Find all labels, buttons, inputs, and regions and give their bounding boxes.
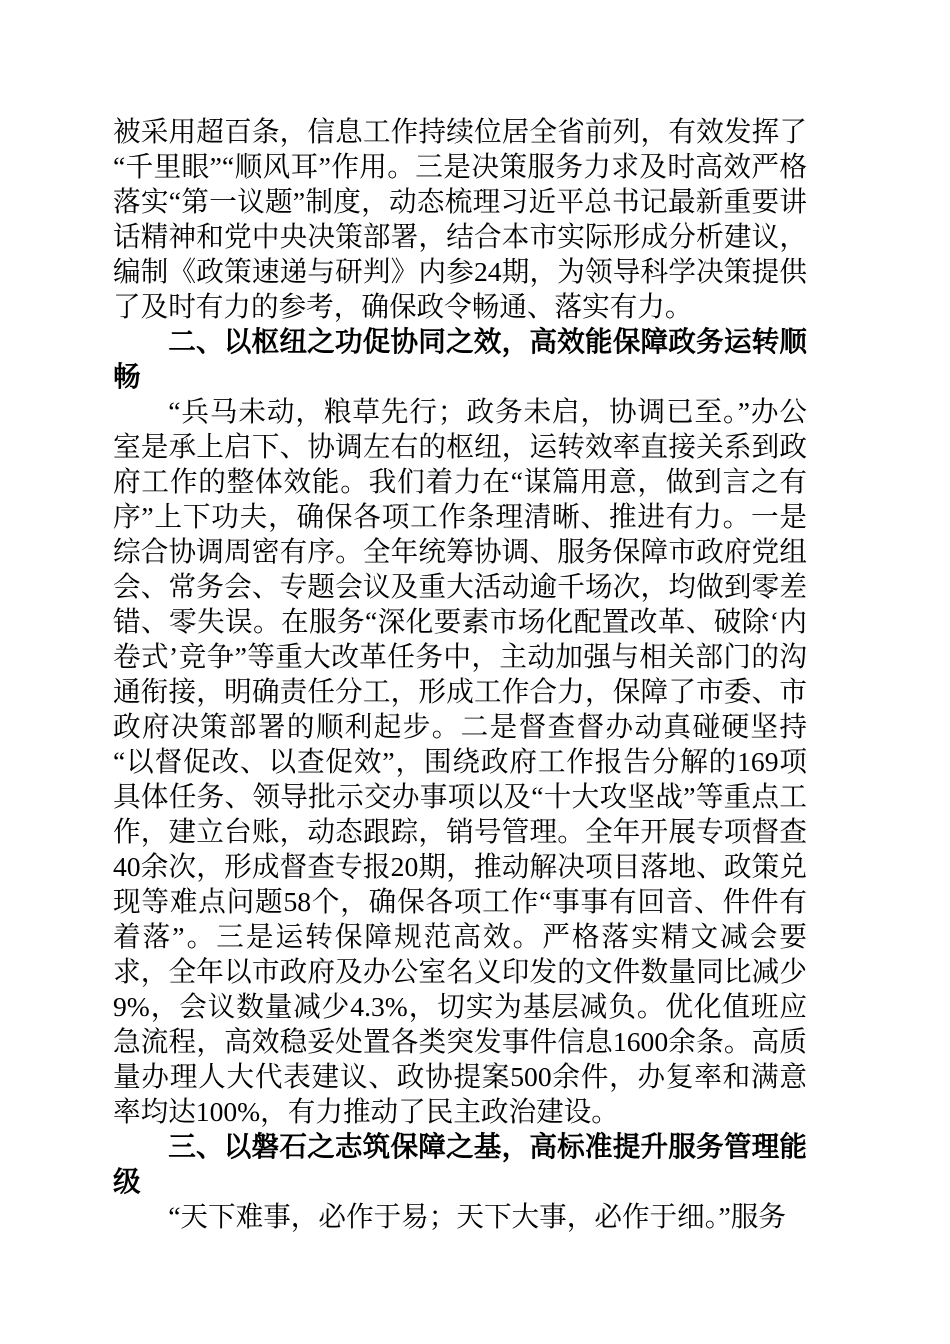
section-heading-2: 二、以枢纽之功促协同之效，高效能保障政务运转顺畅	[113, 326, 807, 392]
paragraph-section-2: “兵马未动，粮草先行；政务未启，协调已至。”办公室是承上启下、协调左右的枢纽，运转效率直接关系到政府工作的整体效能。我们着力在“谋篇用意，做到言之有序”上下功夫，确保各项工作条理清晰、推进有力。一是综合协调周密有序。全年统筹协调、服务保障市政府党组会、常务会、专题会议及重大活动逾千场次，均做到零差错、零失误。在服务“深化要素市场化配置改革、破除‘内卷式’竞争”等重大改革任务中，主动加强与相关部门的沟通衔接，明确责任分工，形成工作合力，保障了市委、市政府决策部署的顺利起步。二是督查督办动真碰硬坚持“以督促改、以查促效”，围绕政府工作报告分解的169项具体任务、领导批示交办事项以及“十大攻坚战”等重点工作，建立台账，动态跟踪，销号管理。全年开展专项督查40余次，形成督查专报20期，推动解决项目落地、政策兑现等难点问题58个，确保各项工作“事事有回音、件件有着落”。三是运转保障规范高效。严格落实精文减会要求，全年以市政府及办公室名义印发的文件数量同比减少9%，会议数量减少4.3%，切实为基层减负。优化值班应急流程，高效稳妥处置各类突发事件信息1600余条。高质量办理人大代表建议、政协提案500余件，办复率和满意率均达100%，有力推动了民主政治建设。	[113, 396, 807, 1127]
section-heading-3: 三、以磐石之志筑保障之基，高标准提升服务管理能级	[113, 1131, 807, 1197]
document-body	[113, 114, 807, 1234]
paragraph-decision-service-continuation: 被采用超百条，信息工作持续位居全省前列，有效发挥了“千里眼”“顺风耳”作用。三是决策服务力求及时高效严格落实“第一议题”制度，动态梳理习近平总书记最新重要讲话精神和党中央决策部署，结合本市实际形成分析建议，编制《政策速递与研判》内参24期，为领导科学决策提供了及时有力的参考，确保政令畅通、落实有力。	[113, 116, 807, 322]
paragraph-section-3: “天下难事，必作于易；天下大事，必作于细。”服务	[168, 1201, 786, 1232]
